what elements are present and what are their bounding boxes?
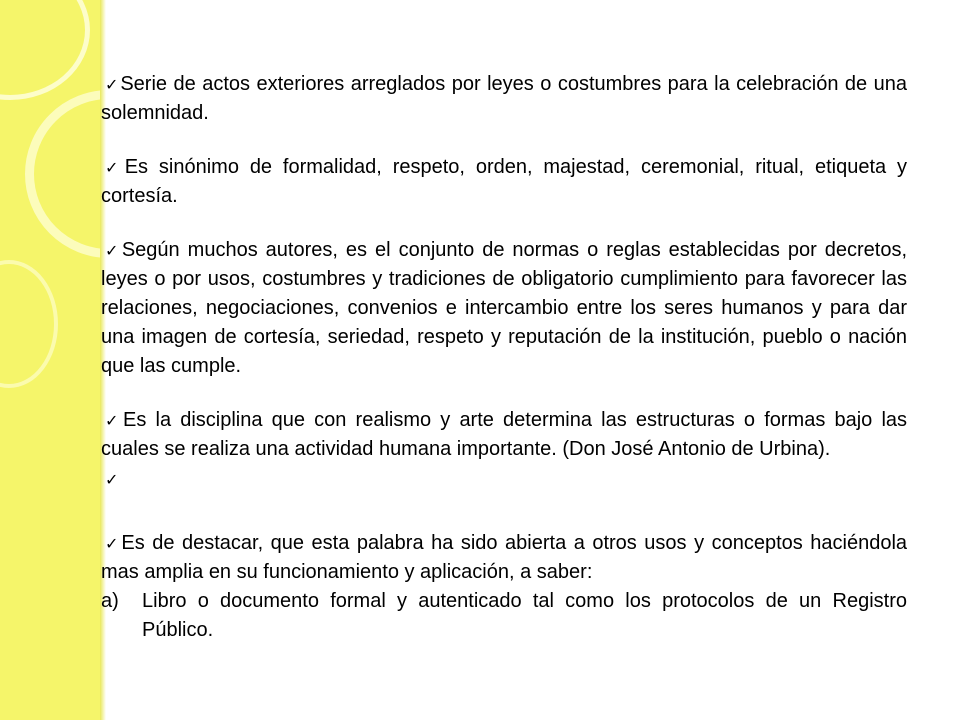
checkmark-icon: ✓ (105, 470, 119, 489)
empty-bullet-item (101, 465, 907, 494)
bullet-text: Serie de actos exteriores arreglados por leyes o costumbres para la celebración de una solemnidad. (101, 73, 908, 124)
decorative-ring (0, 260, 58, 388)
checkmark-icon: ✓ (105, 75, 120, 94)
sub-list (101, 587, 907, 645)
slide-content (101, 70, 907, 645)
bullet-text: Es sinónimo de formalidad, respeto, orden, majestad, ceremonial, ritual, etiqueta y cortesía. (101, 156, 907, 207)
checkmark-icon: ✓ (105, 158, 124, 177)
checkmark-icon: ✓ (105, 241, 121, 260)
decorative-ring (0, 0, 90, 100)
bullet-text: Según muchos autores, es el conjunto de normas o reglas establecidas por decretos, leyes o por usos, costumbres y tradiciones de obligatorio cumplimiento para favorecer las relaciones, negociaciones, convenios e intercambio entre los seres humanos y para dar una imagen de cortesía, seriedad, respeto y reputación de la institución, pueblo o nación que las cumple. (101, 239, 908, 377)
sub-item-text: Libro o documento formal y autenticado tal como los protocolos de un Registro Público. (142, 590, 907, 641)
checkmark-icon: ✓ (105, 411, 123, 430)
checkmark-icon: ✓ (105, 534, 121, 553)
bullet-text: Es de destacar, que esta palabra ha sido abierta a otros usos y conceptos haciéndola mas amplia en su funcionamiento y aplicación, a saber: (101, 532, 908, 583)
sub-item-marker: a) (101, 590, 119, 612)
bullet-item (101, 153, 907, 211)
bullet-item (101, 529, 907, 587)
bullet-item (101, 70, 907, 128)
bullet-text: Es la disciplina que con realismo y arte determina las estructuras o formas bajo las cuales se realiza una actividad humana importante. (Don José Antonio de Urbina). (101, 409, 908, 460)
bullet-item (101, 406, 907, 464)
decorative-side-band (0, 0, 100, 720)
sub-list-item (101, 587, 907, 645)
decorative-ring (25, 90, 100, 258)
bullet-item (101, 236, 907, 381)
